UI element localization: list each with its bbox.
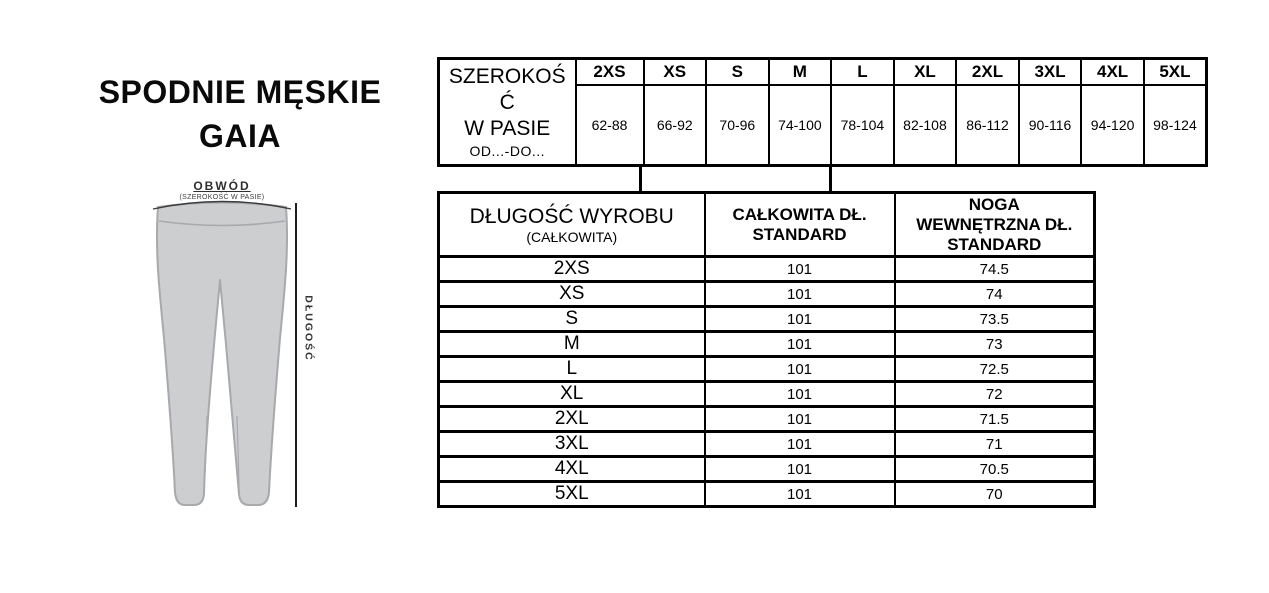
inner-leg-cell: 72 <box>895 382 1095 407</box>
waist-size-header: XL <box>894 59 957 86</box>
waist-size-header: 5XL <box>1144 59 1207 86</box>
length-table <box>437 191 1096 508</box>
waist-range-cell: 70-96 <box>706 85 769 166</box>
page-title-line2: GAIA <box>199 118 281 154</box>
table-row <box>439 457 1095 482</box>
size-cell: 4XL <box>439 457 705 482</box>
table-row <box>439 432 1095 457</box>
total-length-cell: 101 <box>705 482 895 507</box>
waist-size-table <box>437 57 1208 167</box>
total-length-cell: 101 <box>705 357 895 382</box>
table-row <box>439 332 1095 357</box>
waist-size-header: XS <box>644 59 707 86</box>
waist-table-title-cell <box>439 59 576 166</box>
waist-range-cell: 94-120 <box>1081 85 1144 166</box>
waist-range-cell: 62-88 <box>576 85 644 166</box>
total-length-cell: 101 <box>705 432 895 457</box>
inner-leg-cell: 73.5 <box>895 307 1095 332</box>
length-measure-label: DŁUGOŚĆ <box>302 295 315 362</box>
pants-shape <box>157 203 287 506</box>
waist-range-cell: 66-92 <box>644 85 707 166</box>
waist-measure-sublabel: (SZEROKOŚĆ W PASIE) <box>179 194 265 201</box>
size-cell: S <box>439 307 705 332</box>
size-cell: XS <box>439 282 705 307</box>
total-length-cell: 101 <box>705 257 895 282</box>
waist-size-header: M <box>769 59 832 86</box>
length-col1-title: DŁUGOŚĆ WYROBU <box>469 204 674 228</box>
size-cell: 5XL <box>439 482 705 507</box>
waist-range-cell: 74-100 <box>769 85 832 166</box>
length-col3-header <box>895 193 1095 257</box>
total-length-cell: 101 <box>705 307 895 332</box>
table-row <box>439 482 1095 507</box>
length-col2-header <box>705 193 895 257</box>
inner-leg-cell: 74 <box>895 282 1095 307</box>
page-title-line1: SPODNIE MĘSKIE <box>98 74 382 110</box>
length-col3-line3: STANDARD <box>947 234 1042 254</box>
page-title <box>30 70 450 158</box>
waist-title-line1: SZEROKOŚ <box>448 64 566 88</box>
waist-range-cell: 82-108 <box>894 85 957 166</box>
table-row <box>439 257 1095 282</box>
waist-title-line2: Ć <box>499 90 515 114</box>
waist-title-range-hint: OD...-DO... <box>469 142 545 159</box>
size-cell: 2XL <box>439 407 705 432</box>
waist-table-header-row <box>439 59 1207 86</box>
length-col1-subtitle: (CAŁKOWITA) <box>526 228 618 245</box>
table-connector-line-right <box>829 166 832 191</box>
table-row <box>439 282 1095 307</box>
size-cell: L <box>439 357 705 382</box>
waist-size-header: L <box>831 59 894 86</box>
size-cell: M <box>439 332 705 357</box>
waist-range-cell: 90-116 <box>1019 85 1082 166</box>
inner-leg-cell: 73 <box>895 332 1095 357</box>
size-cell: 2XS <box>439 257 705 282</box>
total-length-cell: 101 <box>705 407 895 432</box>
waist-range-cell: 86-112 <box>956 85 1019 166</box>
pants-diagram <box>138 176 343 526</box>
waist-measure-label: OBWÓD <box>193 179 251 193</box>
length-col1-header <box>439 193 705 257</box>
length-table-header-row <box>439 193 1095 257</box>
waist-size-header: 2XL <box>956 59 1019 86</box>
waist-size-header: 2XS <box>576 59 644 86</box>
inner-leg-cell: 70 <box>895 482 1095 507</box>
size-cell: XL <box>439 382 705 407</box>
table-row <box>439 407 1095 432</box>
inner-leg-cell: 71.5 <box>895 407 1095 432</box>
size-cell: 3XL <box>439 432 705 457</box>
waist-size-header: 3XL <box>1019 59 1082 86</box>
table-connector-line-left <box>639 166 642 191</box>
inner-leg-cell: 71 <box>895 432 1095 457</box>
waist-range-cell: 98-124 <box>1144 85 1207 166</box>
total-length-cell: 101 <box>705 382 895 407</box>
waist-size-header: 4XL <box>1081 59 1144 86</box>
length-col2-line1: CAŁKOWITA DŁ. <box>732 204 867 224</box>
length-col3-line1: NOGA <box>968 194 1020 214</box>
table-row <box>439 307 1095 332</box>
total-length-cell: 101 <box>705 332 895 357</box>
length-col3-line2: WEWNĘTRZNA DŁ. <box>916 214 1073 234</box>
total-length-cell: 101 <box>705 282 895 307</box>
length-col2-line2: STANDARD <box>752 224 847 244</box>
inner-leg-cell: 72.5 <box>895 357 1095 382</box>
inner-leg-cell: 70.5 <box>895 457 1095 482</box>
waist-size-header: S <box>706 59 769 86</box>
total-length-cell: 101 <box>705 457 895 482</box>
table-row <box>439 382 1095 407</box>
waist-range-cell: 78-104 <box>831 85 894 166</box>
waist-title-line3: W PASIE <box>464 116 551 140</box>
inner-leg-cell: 74.5 <box>895 257 1095 282</box>
table-row <box>439 357 1095 382</box>
